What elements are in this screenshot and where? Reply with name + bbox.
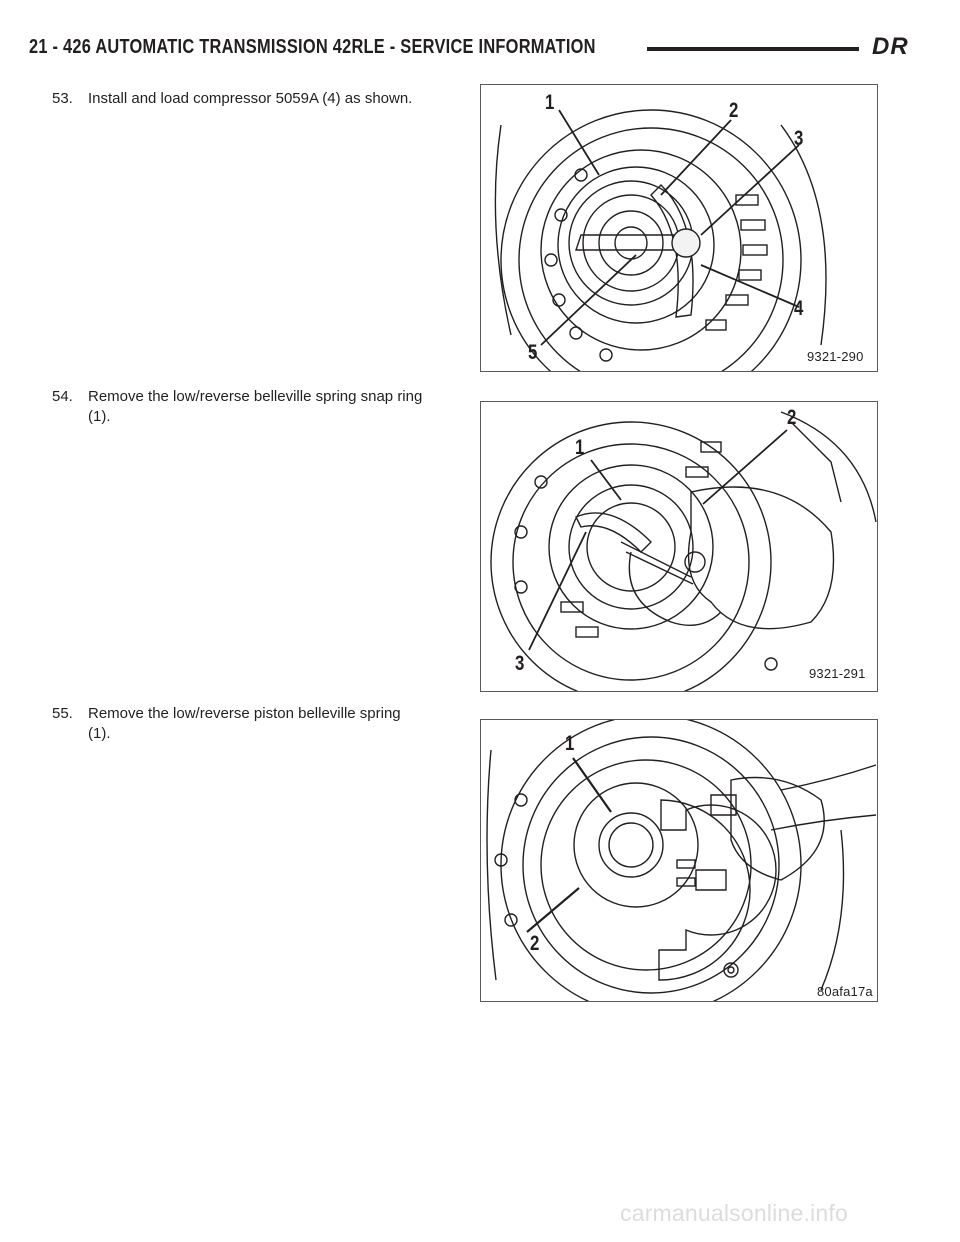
figure-compressor-installed xyxy=(480,84,878,372)
callout-label: 1 xyxy=(545,91,555,114)
callout-label: 5 xyxy=(528,341,538,364)
figure-illustration xyxy=(481,85,877,371)
step-text: Remove the low/reverse piston belleville spring xyxy=(88,705,401,722)
callout-label: 2 xyxy=(530,932,540,955)
step-text-continued: (1). xyxy=(88,408,111,425)
watermark: carmanualsonline.info xyxy=(620,1200,848,1226)
step-text: Remove the low/reverse belleville spring snap ring xyxy=(88,388,423,405)
figure-belleville-spring-removal xyxy=(480,719,878,1002)
callout-label: 2 xyxy=(787,406,797,429)
header-brand-logo: DR xyxy=(872,33,909,60)
callout-label: 2 xyxy=(729,99,739,122)
header-rule xyxy=(647,47,859,51)
callout-label: 3 xyxy=(515,652,525,675)
step-number: 54. xyxy=(52,388,73,405)
callout-label: 1 xyxy=(565,732,575,755)
page-header xyxy=(29,34,931,64)
step-54 xyxy=(52,387,444,427)
figure-illustration xyxy=(481,720,877,1001)
step-text-continued: (1). xyxy=(88,725,111,742)
figure-snap-ring-removal xyxy=(480,401,878,692)
page-header-title: 21 - 426 AUTOMATIC TRANSMISSION 42RLE - SERVICE INFORMATION xyxy=(29,36,596,58)
figure-id: 9321-290 xyxy=(807,349,864,364)
figure-id: 9321-291 xyxy=(809,666,866,681)
step-text: Install and load compressor 5059A (4) as shown. xyxy=(88,90,413,107)
callout-label: 1 xyxy=(575,436,585,459)
step-53 xyxy=(52,89,444,109)
figure-illustration xyxy=(481,402,877,691)
callout-label: 4 xyxy=(794,297,804,320)
step-number: 53. xyxy=(52,90,73,107)
figure-id: 80afa17a xyxy=(817,984,873,999)
step-55 xyxy=(52,704,444,744)
step-number: 55. xyxy=(52,705,73,722)
callout-label: 3 xyxy=(794,127,804,150)
